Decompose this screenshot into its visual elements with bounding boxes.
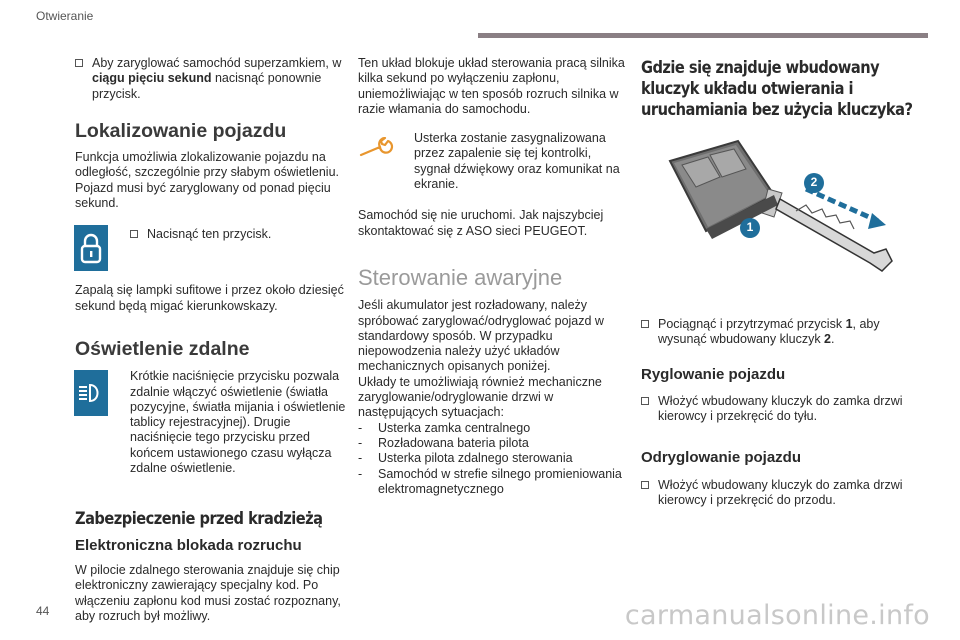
integral-key-heading-line: kluczyk układu otwierania i	[641, 79, 854, 99]
locate-vehicle-heading: Lokalizowanie pojazdu	[75, 119, 287, 142]
bullet-checkbox-icon	[130, 230, 138, 238]
emergency-text-2: Układy te umożliwiają również mechaniczne zaryglowanie/odryglowanie drzwi w następujących sytuacjach:	[358, 374, 602, 420]
no-start-text: Samochód się nie uruchomi. Jak najszybciej skontaktować się z ASO sieci PEUGEOT.	[358, 208, 604, 238]
wrench-warning-icon	[358, 137, 398, 167]
remote-lighting-text: Krótkie naciśnięcie przycisku pozwala zdalnie włączyć oświetlenie (światła pozycyjne, światła mijania i oświetlenie tablicy rejestracyjnej). Drugie naciśnięcie tego przycisku przed końcem ustawionego czasu wyłącza zdalne oświetlenie.	[130, 369, 346, 476]
header-rule	[478, 33, 928, 38]
superlock-text-bold: ciągu pięciu sekund	[92, 71, 212, 86]
list-item: - Usterka zamka centralnego	[358, 420, 531, 435]
remote-lighting-row	[75, 370, 347, 476]
list-item: - Samochód w strefie silnego promieniowania elektromagnetycznego	[358, 466, 622, 496]
locking-bullet	[641, 394, 926, 425]
emergency-control-heading: Sterowanie awaryjne	[358, 264, 563, 290]
list-item: - Usterka pilota zdalnego sterowania	[358, 451, 573, 466]
lighting-icon	[74, 370, 108, 416]
pull-key-bullet	[641, 317, 926, 348]
column-3	[641, 58, 926, 508]
column-1	[75, 56, 347, 624]
bullet-checkbox-icon	[641, 320, 649, 328]
superlock-text-a: Aby zaryglować samochód superzamkiem, w	[92, 56, 342, 70]
superlock-text-b: nacisnąć ponownie przycisk.	[92, 71, 322, 101]
integral-key-heading-line: Gdzie się znajduje wbudowany	[641, 58, 880, 78]
page-number: 44	[36, 604, 50, 618]
unlocking-text: Włożyć wbudowany kluczyk do zamka drzwi kierowcy i przekręcić do przodu.	[658, 477, 903, 508]
unlocking-bullet	[641, 478, 926, 509]
anti-theft-heading: Zabezpieczenie przed kradzieżą	[75, 509, 323, 530]
column-2	[358, 56, 628, 497]
locking-heading: Ryglowanie pojazdu	[641, 365, 786, 383]
callout-2-marker: 2	[804, 173, 824, 193]
header-title: Otwieranie	[36, 9, 94, 23]
locate-after-text: Zapalą się lampki sufitowe i przez około dziesięć sekund będą migać kierunkowskazy.	[75, 283, 344, 313]
key-fob-illustration	[646, 133, 906, 297]
superlock-bullet	[75, 56, 347, 102]
pull-key-text-d: .	[831, 332, 835, 347]
callout-1-marker: 1	[740, 218, 760, 238]
bullet-checkbox-icon	[641, 397, 649, 405]
unlocking-heading: Odryglowanie pojazdu	[641, 449, 802, 467]
situations-list	[358, 421, 628, 497]
pull-key-number-1: 1	[845, 317, 853, 331]
immobiliser-text: W pilocie zdalnego sterowania znajduje się chip elektroniczny zawierający specjalny kod. Po włączeniu zapłonu kod musi zostać rozpoznany, aby rozruch był możliwy.	[75, 562, 341, 623]
locate-bullet	[130, 227, 271, 242]
locate-vehicle-text: Funkcja umożliwia zlokalizowanie pojazdu na odległość, szczególnie przy słabym oświetleniu. Pojazd musi być zaryglowany od ponad pięciu sekund.	[75, 150, 340, 211]
locking-text: Włożyć wbudowany kluczyk do zamka drzwi kierowcy i przekręcić do tyłu.	[658, 393, 903, 424]
padlock-icon	[74, 225, 108, 271]
pull-key-text-c: , aby wysunąć wbudowany kluczyk	[658, 317, 880, 347]
list-item: - Rozładowana bateria pilota	[358, 435, 529, 450]
remote-lighting-heading: Oświetlenie zdalne	[75, 337, 250, 360]
fault-warning-row	[358, 131, 628, 192]
bullet-checkbox-icon	[75, 59, 83, 67]
watermark: carmanualsonline.info	[624, 600, 930, 631]
bullet-checkbox-icon	[641, 481, 649, 489]
integral-key-heading	[641, 58, 926, 121]
immobiliser-heading: Elektroniczna blokada rozruchu	[75, 536, 302, 554]
immobiliser-intro-text: Ten układ blokuje układ sterowania pracą silnika kilka sekund po wyłączeniu zapłonu, uniemożliwiając w ten sposób rozruch silnika w razie włamania do samochodu.	[358, 56, 625, 116]
integral-key-heading-line: uruchamiania bez użycia kluczyka?	[641, 100, 913, 120]
locate-button-row	[75, 225, 347, 271]
locate-bullet-text: Nacisnąć ten przycisk.	[147, 227, 272, 242]
pull-key-number-2: 2	[824, 332, 831, 347]
fault-warning-text: Usterka zostanie zasygnalizowana przez zapalenie się tej kontrolki, sygnał dźwiękowy oraz komunikat na ekranie.	[414, 131, 620, 192]
pull-key-text-a: Pociągnąć i przytrzymać przycisk	[658, 317, 846, 331]
emergency-text-1: Jeśli akumulator jest rozładowany, należy spróbować zaryglować/odryglować pojazd w standardowy sposób. W przypadku niepowodzenia należy użyć układów mechanicznych opisanych poniżej.	[358, 298, 604, 374]
